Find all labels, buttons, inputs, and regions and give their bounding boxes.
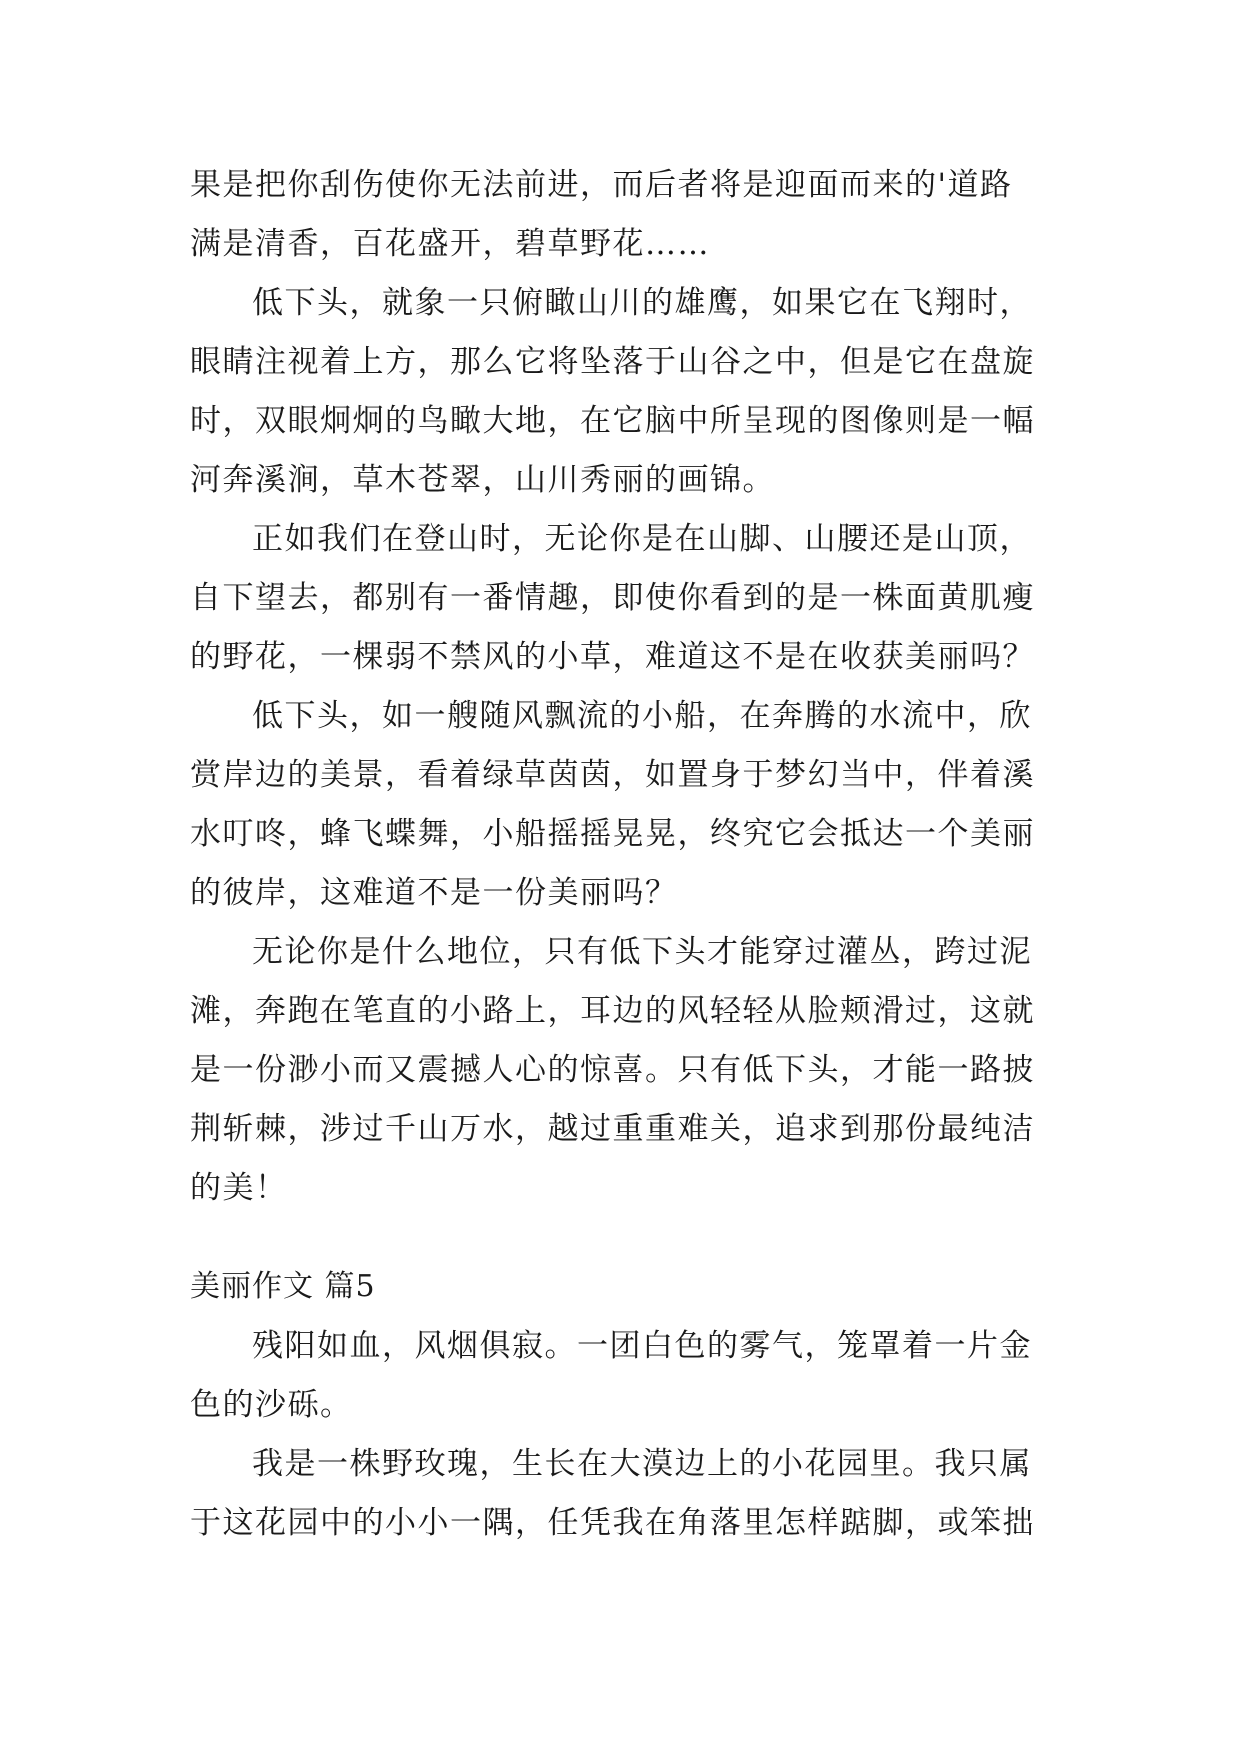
body-text-line: 满是清香，百花盛开，碧草野花…… [190,226,710,262]
body-text-line: 水叮咚，蜂飞蝶舞，小船摇摇晃晃，终究它会抵达一个美丽 [190,816,1035,852]
section-heading: 美丽作文 篇5 [190,1269,376,1304]
body-text-line: 自下望去，都别有一番情趣，即使你看到的是一株面黄肌瘦 [190,580,1035,616]
body-text-line: 的美！ [190,1170,288,1206]
paragraph-first-line: 无论你是什么地位，只有低下头才能穿过灌丛，跨过泥 [252,934,1032,970]
body-text-line: 于这花园中的小小一隅，任凭我在角落里怎样踮脚，或笨拙 [190,1505,1035,1541]
paragraph-first-line: 我是一株野玫瑰，生长在大漠边上的小花园里。我只属 [252,1446,1032,1482]
body-text-line: 赏岸边的美景，看着绿草茵茵，如置身于梦幻当中，伴着溪 [190,757,1035,793]
paragraph-first-line: 残阳如血，风烟俱寂。一团白色的雾气，笼罩着一片金 [252,1328,1032,1364]
body-text-line: 河奔溪涧，草木苍翠，山川秀丽的画锦。 [190,462,775,498]
body-text-line: 色的沙砾。 [190,1387,353,1423]
body-text-line: 的野花，一棵弱不禁风的小草，难道这不是在收获美丽吗？ [190,639,1035,675]
paragraph-first-line: 低下头，就象一只俯瞰山川的雄鹰，如果它在飞翔时， [252,285,1032,321]
paragraph-first-line: 低下头，如一艘随风飘流的小船，在奔腾的水流中，欣 [252,698,1032,734]
body-text-line: 时，双眼炯炯的鸟瞰大地，在它脑中所呈现的图像则是一幅 [190,403,1035,439]
body-text-line: 果是把你刮伤使你无法前进，而后者将是迎面而来的'道路 [190,167,1013,203]
body-text-line: 荆斩棘，涉过千山万水，越过重重难关，追求到那份最纯洁 [190,1111,1035,1147]
body-text-line: 是一份渺小而又震撼人心的惊喜。只有低下头，才能一路披 [190,1052,1035,1088]
paragraph-first-line: 正如我们在登山时，无论你是在山脚、山腰还是山顶， [252,521,1032,557]
body-text-line: 的彼岸，这难道不是一份美丽吗？ [190,875,678,911]
body-text-line: 滩，奔跑在笔直的小路上，耳边的风轻轻从脸颊滑过，这就 [190,993,1035,1029]
body-text-line: 眼睛注视着上方，那么它将坠落于山谷之中，但是它在盘旋 [190,344,1035,380]
